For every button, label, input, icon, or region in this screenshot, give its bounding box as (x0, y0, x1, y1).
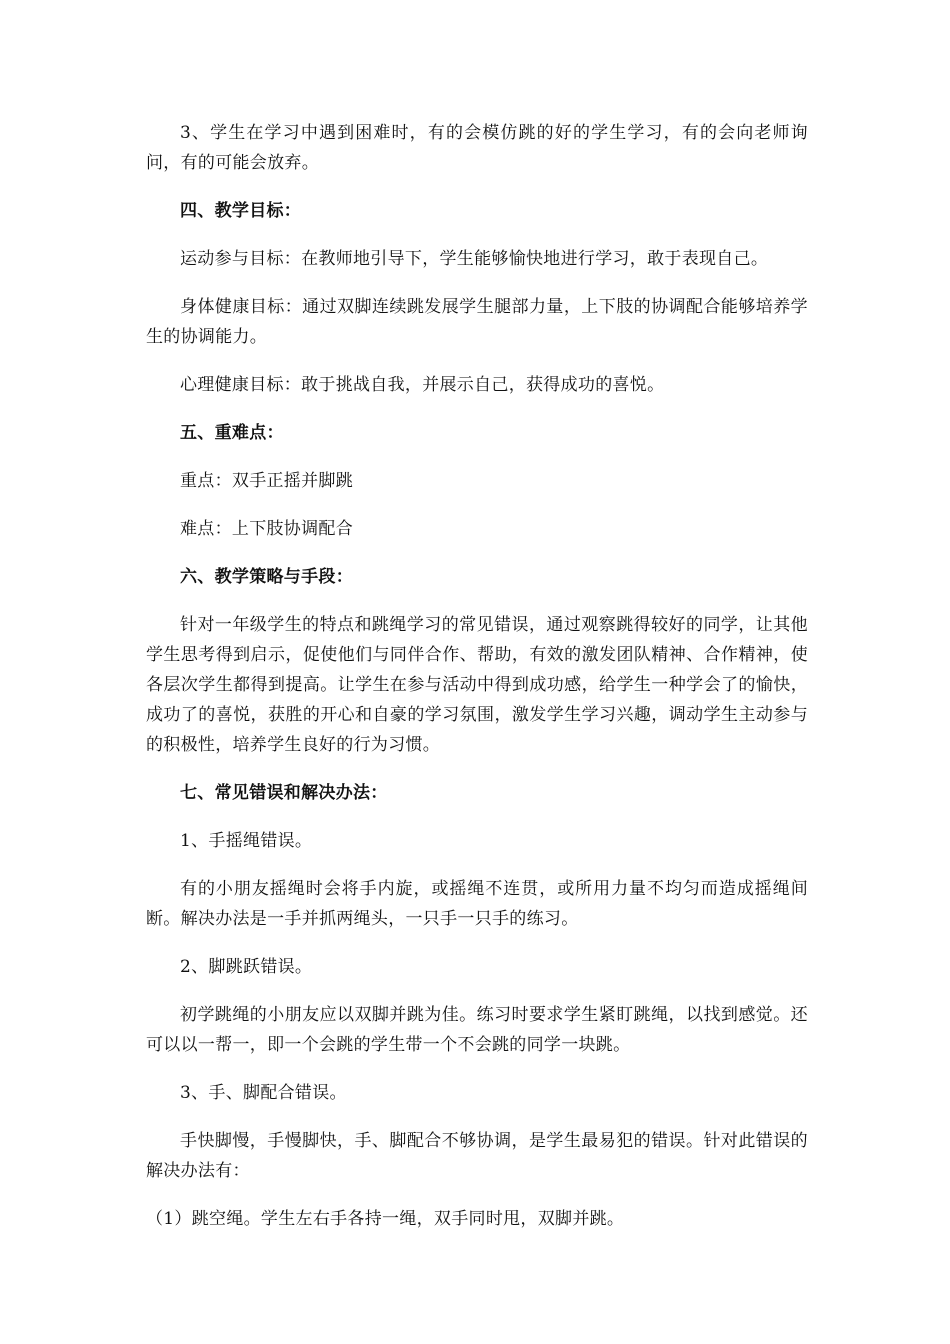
paragraph-sports-goal: 运动参与目标：在教师地引导下，学生能够愉快地进行学习，敢于表现自己。 (180, 249, 769, 269)
section-heading-key-points: 五、重难点： (180, 423, 284, 443)
paragraph-strategy: 针对一年级学生的特点和跳绳学习的常见错误，通过观察跳得较好的同学，让其他学生思考得到启示，促使他们与同伴合作、帮助，有效的激发团队精神、合作精神，使各层次学生都得到提高。让学生在参与活动中得到成功感，给学生一种学会了的愉快，成功了的喜悦，获胜的开心和自豪的学习氛围，激发学生学习兴趣，调动学生主动参与的积极性，培养学生良好的行为习惯。 (146, 615, 808, 755)
section-heading-common-errors: 七、常见错误和解决办法： (180, 783, 388, 803)
paragraph-error-1-detail: 有的小朋友摇绳时会将手内旋，或摇绳不连贯，或所用力量不均匀而造成摇绳间断。解决办法是一手并抓两绳头，一只手一只手的练习。 (146, 879, 808, 929)
section-heading-strategy: 六、教学策略与手段： (180, 567, 353, 587)
paragraph-error-2-title: 2、脚跳跃错误。 (180, 957, 313, 977)
paragraph-solution-1: （1）跳空绳。学生左右手各持一绳，双手同时甩，双脚并跳。 (146, 1209, 625, 1229)
paragraph-error-1-title: 1、手摇绳错误。 (180, 831, 313, 851)
paragraph-error-3-title: 3、手、脚配合错误。 (180, 1083, 347, 1103)
paragraph-error-2-detail: 初学跳绳的小朋友应以双脚并跳为佳。练习时要求学生紧盯跳绳，以找到感觉。还可以以一帮一，即一个会跳的学生带一个不会跳的同学一块跳。 (146, 1005, 808, 1055)
paragraph-key-point: 重点：双手正摇并脚跳 (180, 471, 353, 491)
document-body (146, 118, 808, 1252)
paragraph-difficulty-3: 3、学生在学习中遇到困难时，有的会模仿跳的好的学生学习，有的会向老师询问，有的可能会放弃。 (146, 123, 808, 173)
paragraph-error-3-detail: 手快脚慢，手慢脚快，手、脚配合不够协调，是学生最易犯的错误。针对此错误的解决办法有： (146, 1131, 808, 1181)
paragraph-difficult-point: 难点：上下肢协调配合 (180, 519, 353, 539)
paragraph-physical-goal: 身体健康目标：通过双脚连续跳发展学生腿部力量，上下肢的协调配合能够培养学生的协调能力。 (146, 297, 808, 347)
section-heading-teaching-goals: 四、教学目标： (180, 201, 302, 221)
paragraph-mental-goal: 心理健康目标：敢于挑战自我，并展示自己，获得成功的喜悦。 (180, 375, 665, 395)
